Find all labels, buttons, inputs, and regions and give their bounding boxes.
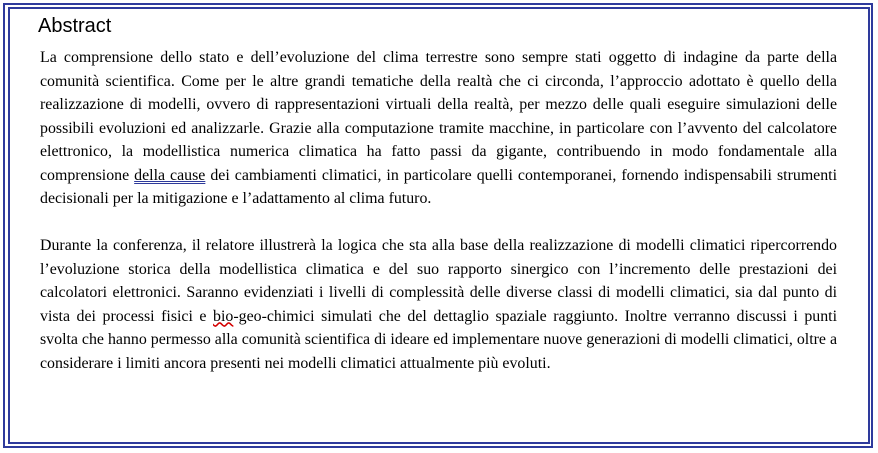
abstract-paragraph-1 [40, 46, 837, 211]
spelling-marked-word[interactable]: bio [213, 307, 234, 325]
grammar-marked-phrase[interactable]: della cause [134, 166, 206, 184]
paragraph-1-text-end: dei cambiamenti climatici, in particolare quelli contemporanei, fornendo indispensabili strumenti decisionali per la mitigazione e l’adattamento al clima futuro. [40, 166, 838, 207]
paragraph-1-text-start: La comprensione dello stato e dell’evoluzione del clima terrestre sono sempre stati oggetto di indagine da parte della comunità scientifica. Come per le altre grandi tematiche della realtà che ci circonda, l’approccio adottato è quello della realizzazione di modelli, ovvero di rappresentazioni virtuali della realtà, per mezzo delle quali eseguire simulazioni delle possibili evoluzioni ed analizzarle. Grazie alla computazione tramite macchine, in particolare con l’avvento del calcolatore elettronico, la modellistica numerica climatica ha fatto passi da gigante, contribuendo in modo fondamentale alla comprensione [40, 49, 837, 184]
abstract-body [40, 46, 837, 375]
paragraph-2-text-start: Durante la conferenza, il relatore illustrerà la logica che sta alla base della realizzazione di modelli climatici ripercorrendo l’evoluzione storica della modellistica climatica e del suo rapporto sinergico con l’incremento delle prestazioni dei calcolatori elettronici. Saranno evidenziati i livelli di complessità delle diverse classi di modelli climatici, sia dal punto di vista dei processi fisici e [40, 237, 837, 325]
abstract-title: Abstract [38, 15, 112, 37]
abstract-paragraph-2 [40, 234, 837, 375]
paragraph-2-text-end: -geo-chimici simulati che del dettaglio spaziale raggiunto. Inoltre verranno discussi i punti svolta che hanno permesso alla comunità scientifica di ideare ed implementare nuove generazioni di modelli climatici, oltre a considerare i limiti ancora presenti nei modelli climatici attualmente più evoluti. [40, 307, 838, 372]
